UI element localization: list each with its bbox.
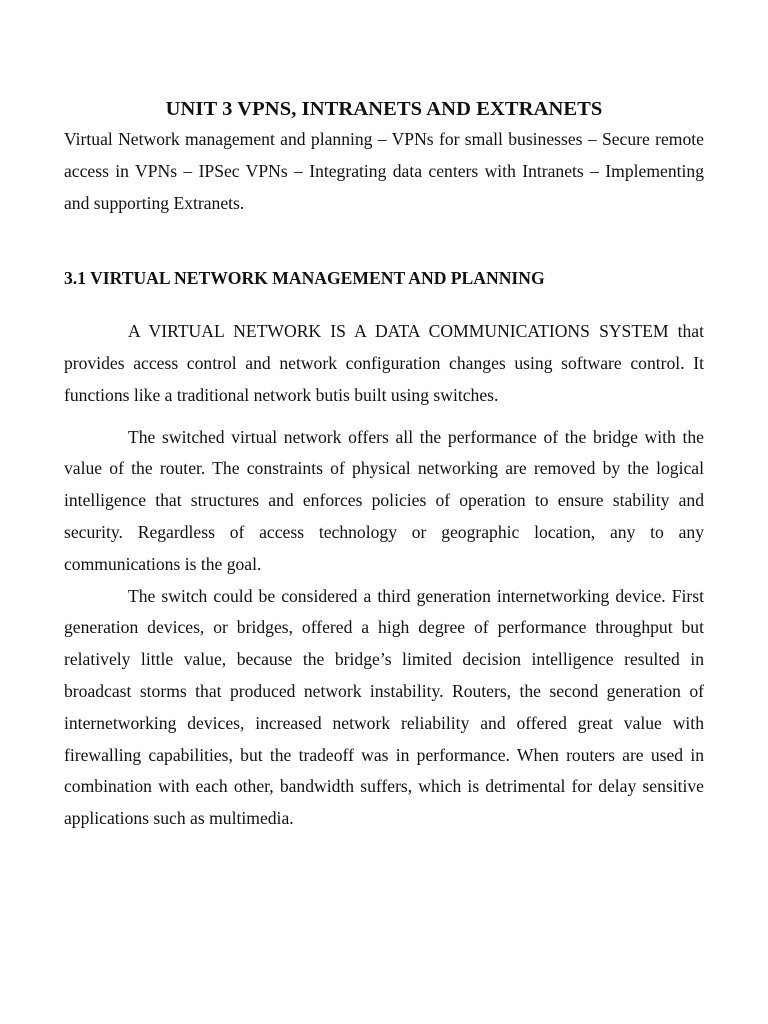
section-heading: 3.1 VIRTUAL NETWORK MANAGEMENT AND PLANNING (64, 268, 545, 289)
document-page (64, 0, 704, 835)
page-title: UNIT 3 VPNS, INTRANETS AND EXTRANETS (165, 98, 603, 120)
body-paragraph-1: A VIRTUAL NETWORK IS A DATA COMMUNICATIONS SYSTEM that provides access control and network configuration changes using software control. It functions like a traditional network butis built using switches. (64, 321, 704, 405)
body-paragraph-3: The switch could be considered a third generation internetworking device. First generation devices, or bridges, offered a high degree of performance throughput but relatively little value, because the bridge’s limited decision intelligence resulted in broadcast storms that produced network instability. Routers, the second generation of internetworking devices, increased network reliability and offered great value with firewalling capabilities, but the tradeoff was in performance. When routers are used in combination with each other, bandwidth suffers, which is detrimental for delay sensitive applications such as multimedia. (64, 585, 704, 829)
unit-topics-summary: Virtual Network management and planning – VPNs for small businesses – Secure remote access in VPNs – IPSec VPNs – Integrating data centers with Intranets – Implementing and supporting Extranets. (64, 129, 704, 213)
body-paragraph-2: The switched virtual network offers all the performance of the bridge with the value of the router. The constraints of physical networking are removed by the logical intelligence that structures and enforces policies of operation to ensure stability and security. Regardless of access technology or geographic location, any to any communications is the goal. (64, 426, 704, 574)
